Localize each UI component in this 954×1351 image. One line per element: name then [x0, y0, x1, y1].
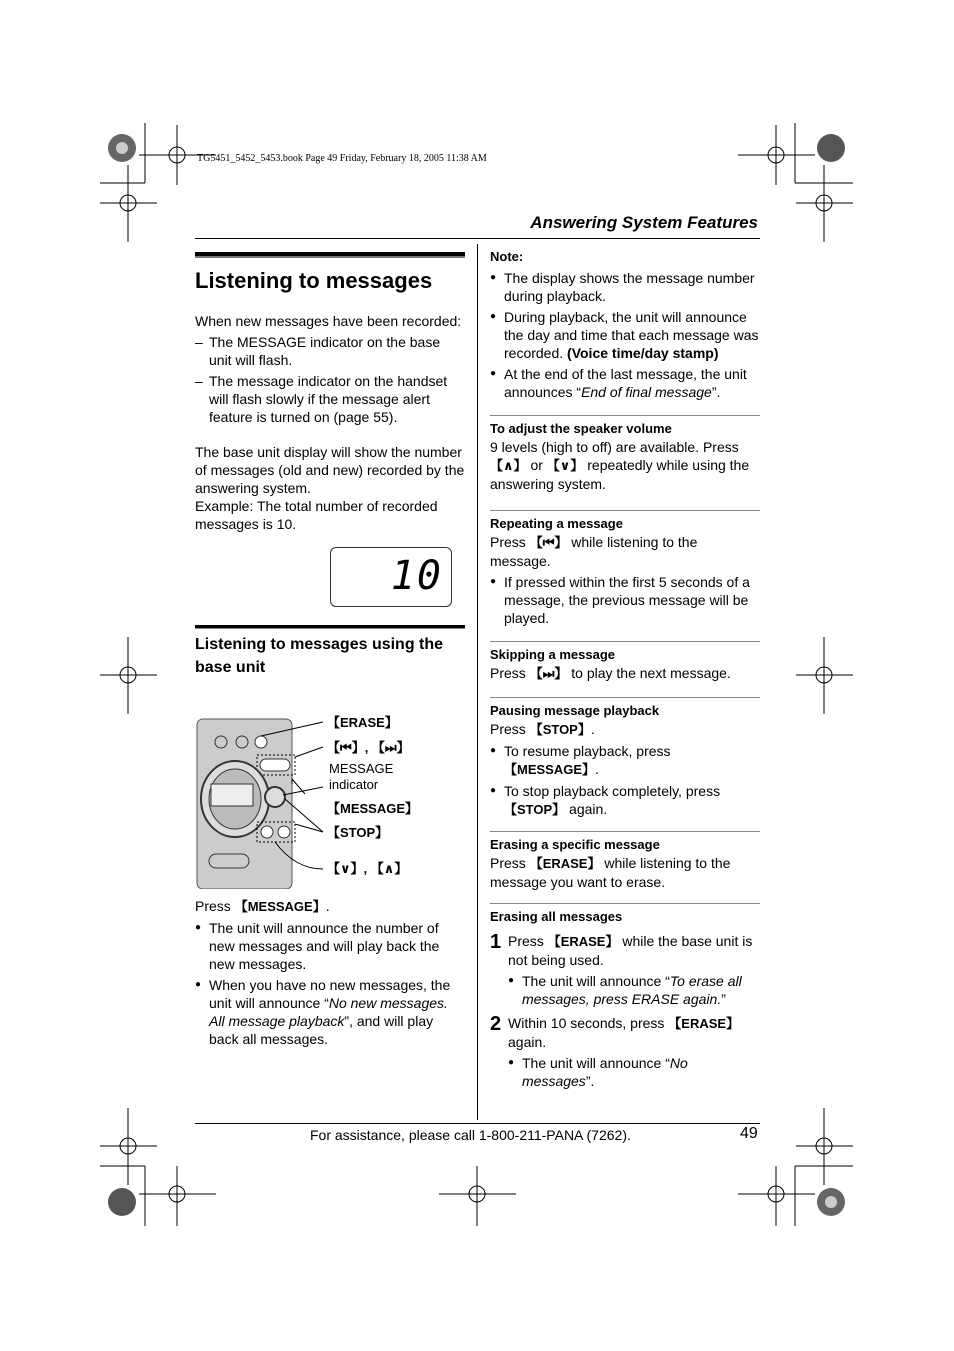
volume-keys-label: 【∨】, 【∧】 — [327, 861, 408, 876]
note-title: Note: — [490, 249, 524, 264]
list-item: ● The unit will announce the number of new messages and will play back the new messages. — [195, 920, 440, 972]
page-number: 49 — [740, 1125, 758, 1142]
subtitle: Listening to messages using the base unit — [195, 636, 444, 676]
intro-text: When new messages have been recorded: — [195, 313, 462, 329]
list-item: ● The display shows the message number during playback. — [490, 270, 755, 304]
assistance-text: For assistance, please call 1-800-211-PANA (7262). — [310, 1127, 631, 1143]
left-column — [195, 252, 465, 1048]
skip-section: Skipping a message Press 【⏭】 to play the next message. — [490, 641, 760, 683]
skip-keys-label: 【⏮】, 【⏭】 — [327, 740, 410, 755]
erase-key-label: 【ERASE】 — [327, 715, 398, 730]
base-unit-diagram — [195, 699, 465, 889]
footer-rule — [195, 1123, 760, 1124]
example-text: Example: The total number of recorded messages is 10. — [195, 498, 438, 532]
right-column — [490, 248, 760, 1090]
list-item: ● During playback, the unit will announce the day and time that each message was recorded. (Voice time/day stamp) — [490, 309, 759, 361]
step-2: 2 Within 10 seconds, press 【ERASE】 again. ● The unit will announce “No messages”. — [490, 1013, 740, 1089]
erase-section: Erasing a specific message Press 【ERASE】 while listening to the message you want to erase. — [490, 831, 760, 891]
pause-section: Pausing message playback Press 【STOP】. ● To resume playback, press 【MESSAGE】. ● To stop playback completely, press 【STOP】 again. — [490, 697, 760, 819]
lcd-display: 10 — [330, 547, 452, 607]
step-1: 1 Press 【ERASE】 while the base unit is not being used. ● The unit will announce “To erase all messages, press ERASE again.” — [490, 931, 753, 1007]
stop-key-label: 【STOP】 — [327, 825, 389, 840]
list-item: – The message indicator on the handset will flash slowly if the message alert feature is turned on (page 55). — [195, 373, 448, 425]
header-rule — [195, 238, 760, 239]
column-divider — [477, 244, 478, 1120]
erase-all-section: Erasing all messages 1 Press 【ERASE】 while the base unit is not being used. ● The unit will announce “To erase all messages, press ERASE again.” 2 Within 10 seconds, press 【ERASE】 again. ● The unit will announce “No messages”. — [490, 903, 760, 1090]
press-message-instruction: Press 【MESSAGE】. — [195, 898, 330, 914]
volume-section: To adjust the speaker volume 9 levels (high to off) are available. Press 【∧】 or 【∨】 repeatedly while using the answering system. — [490, 415, 760, 493]
list-item: ● At the end of the last message, the unit announces “End of final message”. — [490, 366, 747, 400]
title-bar — [195, 252, 465, 258]
display-text: The base unit display will show the number of messages (old and new) recorded by the answering system. — [195, 444, 465, 496]
section-heading: Answering System Features — [530, 213, 758, 232]
list-item: ● When you have no new messages, the unit will announce “No new messages. All message playback”, and will play back all messages. — [195, 977, 451, 1047]
file-info: TG5451_5452_5453.book Page 49 Friday, February 18, 2005 11:38 AM — [197, 153, 487, 164]
list-item: – The MESSAGE indicator on the base unit will flash. — [195, 334, 441, 368]
page-title: Listening to messages — [195, 268, 433, 293]
repeat-section: Repeating a message Press 【⏮】 while listening to the message. ● If pressed within the first 5 seconds of a message, the previous message will be played. — [490, 510, 760, 627]
message-indicator-label: MESSAGE indicator — [329, 761, 394, 792]
message-key-label: 【MESSAGE】 — [327, 801, 419, 816]
